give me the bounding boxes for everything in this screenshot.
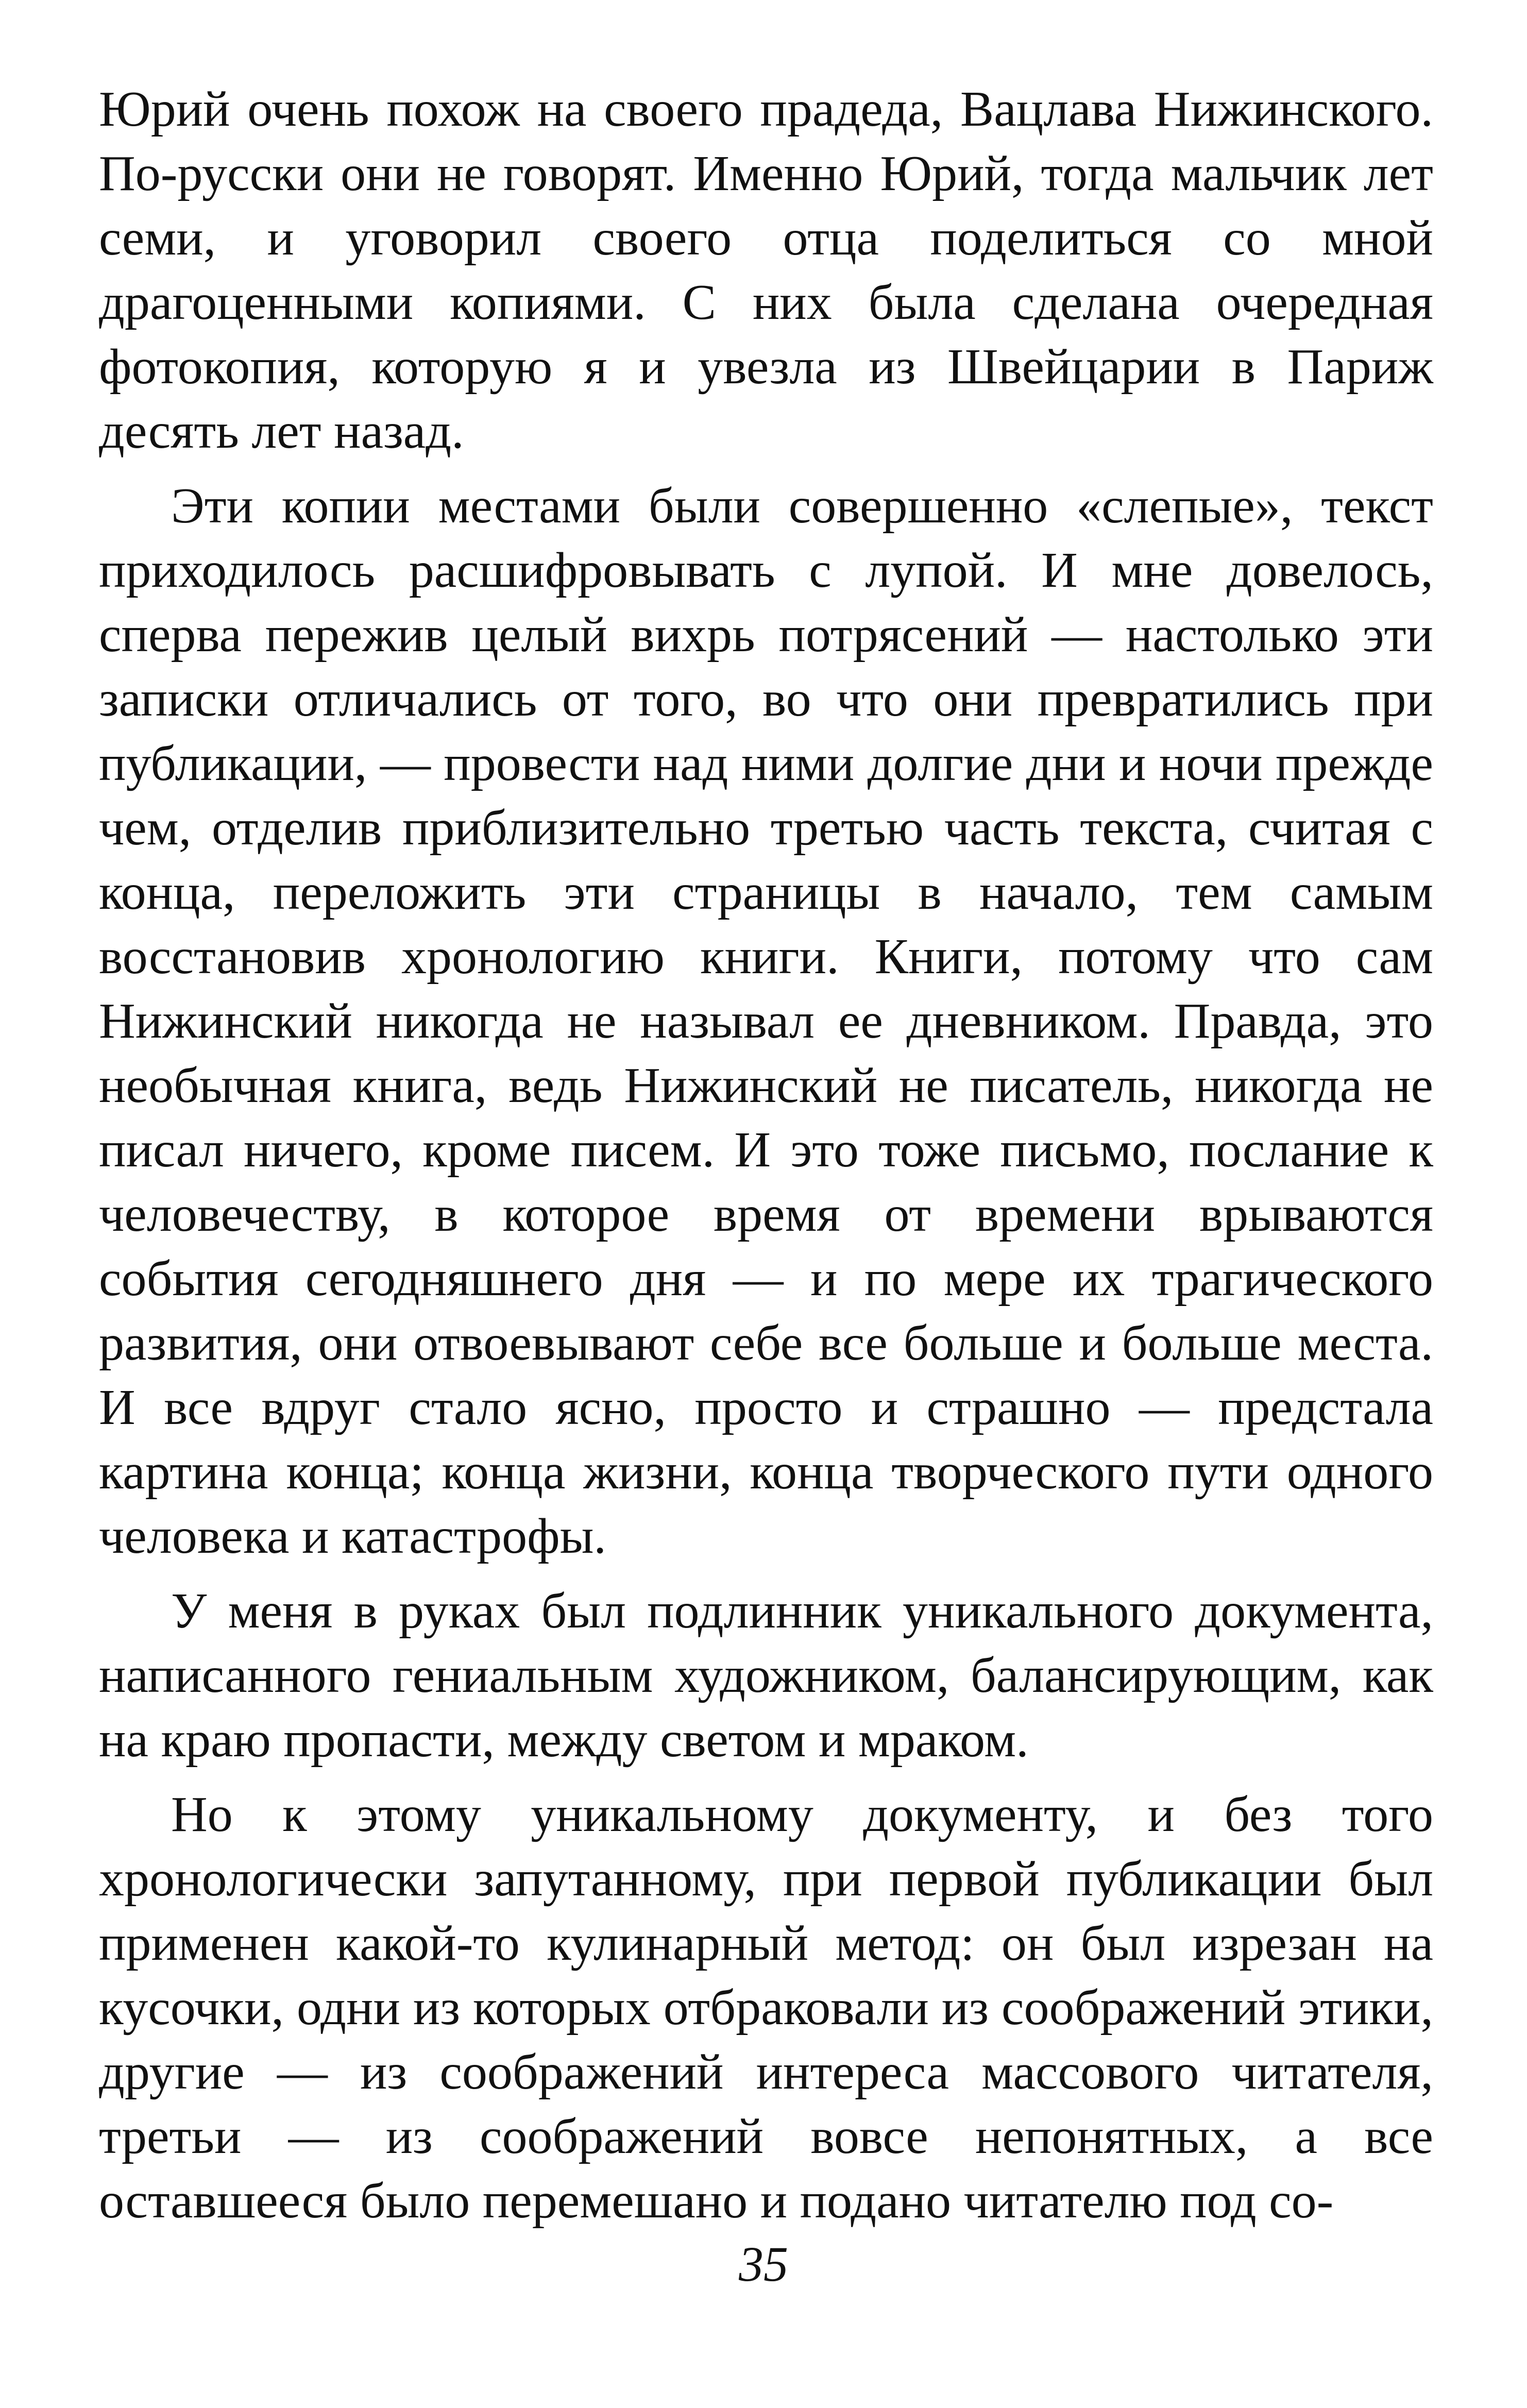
paragraph-2: Эти копии местами были совершенно «слепые», текст приходилось расшифровывать с лупой. И мне довелось, сперва пережив целый вихрь потрясений — настолько эти записки отличались от того, во что они превратились при публикации, — провести над ними долгие дни и ночи прежде чем, отделив приблизительно третью часть текста, считая с конца, переложить эти страницы в начало, тем самым восстановив хронологию книги. Книги, потому что сам Нижинский никогда не называл ее дневником. Правда, это необычная книга, ведь Нижинский не писатель, никогда не писал ничего, кроме писем. И это тоже письмо, послание к человечеству, в которое время от времени врываются события сегодняшнего дня — и по мере их трагического развития, они отвоевывают себе все больше и больше места. И все вдруг стало ясно, просто и страшно — предстала картина конца; конца жизни, конца творческого пути одного человека и катастрофы. bbox=[99, 478, 1433, 1564]
page-number: 35 bbox=[739, 2236, 788, 2292]
paragraph-4: Но к этому уникальному документу, и без того хронологически запутанному, при первой публикации был применен какой-то кулинарный метод: он был изрезан на кусочки, одни из которых отбраковали из соображений этики, другие — из соображений интереса массового читателя, третьи — из соображений вовсе непонятных, а все оставшееся было перемешано и подано читателю под со- bbox=[99, 1787, 1433, 2229]
paragraph-1: Юрий очень похож на своего прадеда, Вацлава Нижинского. По-русски они не говорят. Именно Юрий, тогда мальчик лет семи, и уговорил своего отца поделиться со мной драгоценными копиями. С них была сделана очередная фотокопия, которую я и увезла из Швейцарии в Париж десять лет назад. bbox=[99, 81, 1433, 459]
body-text bbox=[99, 77, 1433, 2244]
paragraph-3: У меня в руках был подлинник уникального документа, написанного гениальным художником, балансирующим, как на краю пропасти, между светом и мраком. bbox=[99, 1583, 1433, 1768]
